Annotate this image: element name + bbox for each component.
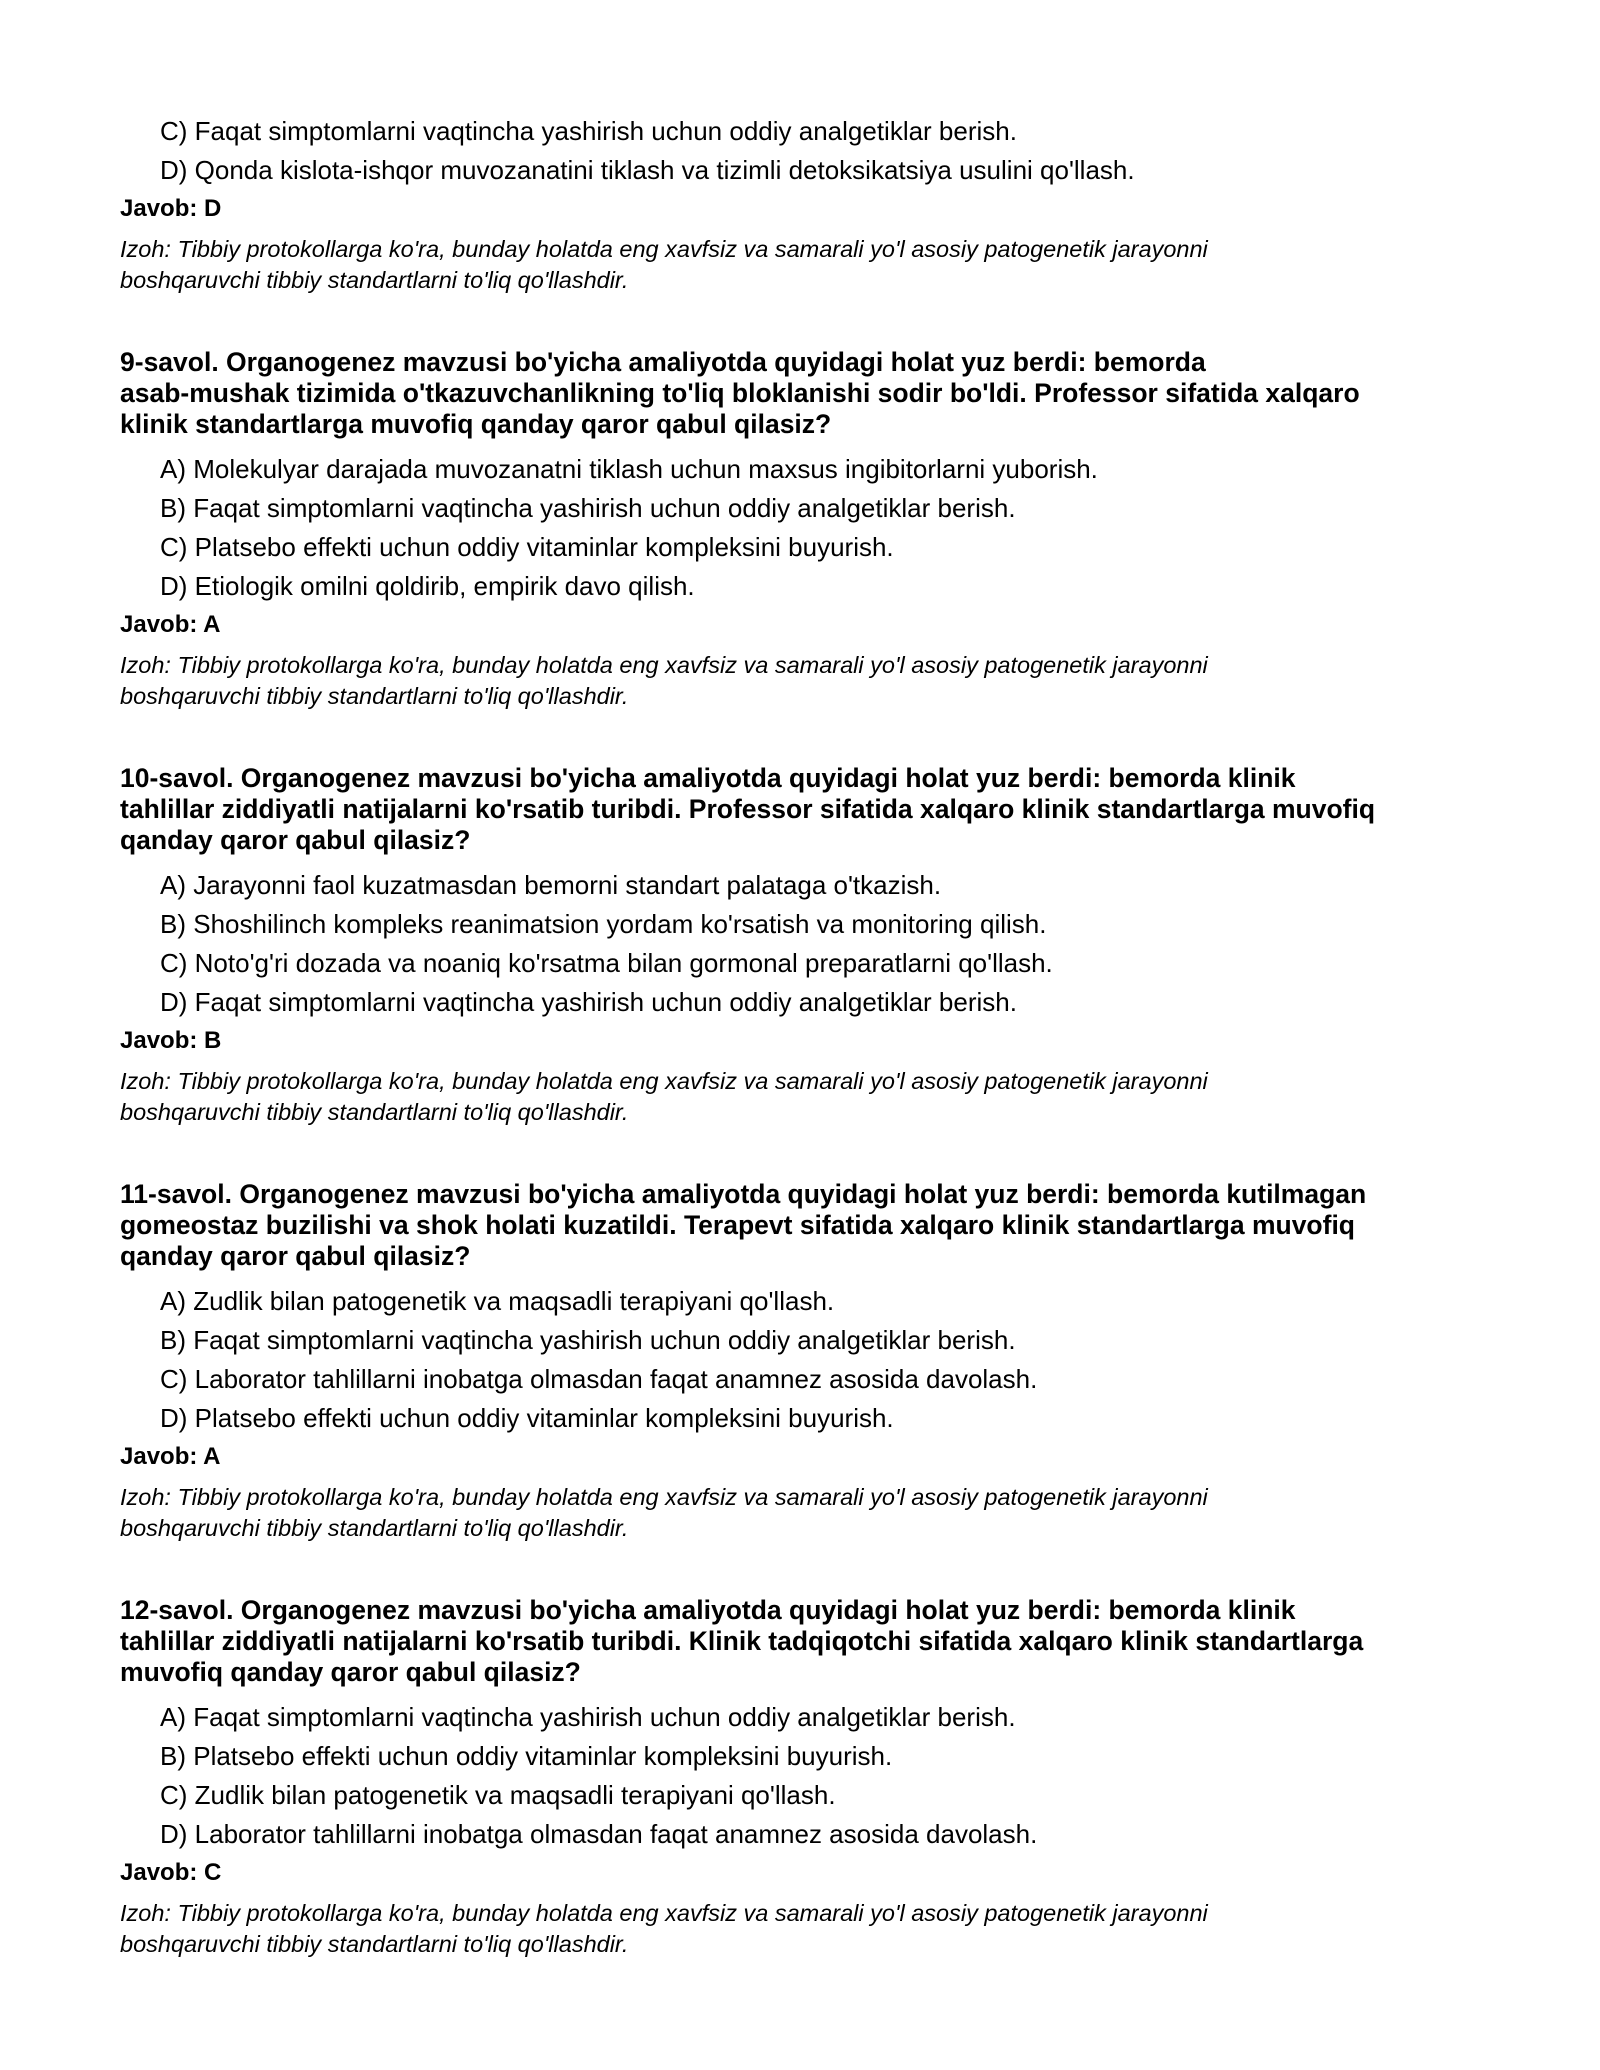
option-d: D) Qonda kislota-ishqor muvozanatini tiklash va tizimli detoksikatsiya usulini qo'llash. [160,155,1135,185]
note-line: boshqaruvchi tibbiy standartlarni to'liq qo'llashdir. [120,1515,629,1541]
option-d: D) Laborator tahlillarni inobatga olmasdan faqat anamnez asosida davolash. [160,1819,1038,1849]
answer-label: Javob: A [120,1443,221,1470]
option-c: C) Platsebo effekti uchun oddiy vitaminlar kompleksini buyurish. [160,532,894,562]
option-c: C) Laborator tahlillarni inobatga olmasdan faqat anamnez asosida davolash. [160,1364,1038,1394]
question-11 [120,1179,1500,1544]
note-line: Izoh: Tibbiy protokollarga ko'ra, bunday holatda eng xavfsiz va samarali yo'l asosiy patogenetik jarayonni [120,236,1208,262]
option-b: B) Shoshilinch kompleks reanimatsion yordam ko'rsatish va monitoring qilish. [160,909,1047,939]
explanation-note [120,650,1500,712]
option-d: D) Etiologik omilni qoldirib, empirik davo qilish. [160,571,695,601]
note-line: Izoh: Tibbiy protokollarga ko'ra, bunday holatda eng xavfsiz va samarali yo'l asosiy patogenetik jarayonni [120,1484,1208,1510]
note-line: boshqaruvchi tibbiy standartlarni to'liq qo'llashdir. [120,1931,629,1957]
option-a: A) Zudlik bilan patogenetik va maqsadli terapiyani qo'llash. [160,1286,835,1316]
title-line: 9-savol. Organogenez mavzusi bo'yicha amaliyotda quyidagi holat yuz berdi: bemorda [120,347,1206,377]
question-title [120,763,1500,856]
title-line: 12-savol. Organogenez mavzusi bo'yicha amaliyotda quyidagi holat yuz berdi: bemorda klinik [120,1595,1296,1625]
note-line: Izoh: Tibbiy protokollarga ko'ra, bunday holatda eng xavfsiz va samarali yo'l asosiy patogenetik jarayonni [120,1068,1208,1094]
answer-label: Javob: B [120,1027,222,1054]
title-line: asab-mushak tizimida o'tkazuvchanlikning to'liq bloklanishi sodir bo'ldi. Professor sifatida xalqaro [120,378,1360,408]
title-line: 11-savol. Organogenez mavzusi bo'yicha amaliyotda quyidagi holat yuz berdi: bemorda kutilmagan [120,1179,1367,1209]
title-line: muvofiq qanday qaror qabul qilasiz? [120,1657,581,1687]
title-line: tahlillar ziddiyatli natijalarni ko'rsatib turibdi. Professor sifatida xalqaro klinik standartlarga muvofiq [120,794,1376,824]
explanation-note [120,1066,1500,1128]
note-line: Izoh: Tibbiy protokollarga ko'ra, bunday holatda eng xavfsiz va samarali yo'l asosiy patogenetik jarayonni [120,1900,1208,1926]
option-c: C) Noto'g'ri dozada va noaniq ko'rsatma bilan gormonal preparatlarni qo'llash. [160,948,1053,978]
title-line: tahlillar ziddiyatli natijalarni ko'rsatib turibdi. Klinik tadqiqotchi sifatida xalqaro klinik standartlarga [120,1626,1364,1656]
option-c: C) Faqat simptomlarni vaqtincha yashirish uchun oddiy analgetiklar berish. [160,116,1017,146]
option-b: B) Faqat simptomlarni vaqtincha yashirish uchun oddiy analgetiklar berish. [160,493,1016,523]
option-c: C) Zudlik bilan patogenetik va maqsadli terapiyani qo'llash. [160,1780,836,1810]
explanation-note [120,1482,1500,1544]
option-d: D) Platsebo effekti uchun oddiy vitaminlar kompleksini buyurish. [160,1403,894,1433]
title-line: gomeostaz buzilishi va shok holati kuzatildi. Terapevt sifatida xalqaro klinik standartlarga muvofiq [120,1210,1355,1240]
option-a: A) Molekulyar darajada muvozanatni tiklash uchun maxsus ingibitorlarni yuborish. [160,454,1098,484]
question-title [120,347,1500,440]
option-b: B) Platsebo effekti uchun oddiy vitaminlar kompleksini buyurish. [160,1741,893,1771]
answer-label: Javob: D [120,195,222,222]
explanation-note [120,234,1500,296]
title-line: klinik standartlarga muvofiq qanday qaror qabul qilasiz? [120,409,832,439]
option-a: A) Faqat simptomlarni vaqtincha yashirish uchun oddiy analgetiklar berish. [160,1702,1016,1732]
option-b: B) Faqat simptomlarni vaqtincha yashirish uchun oddiy analgetiklar berish. [160,1325,1016,1355]
answer-label: Javob: A [120,611,221,638]
question-8-continuation [120,118,1500,296]
question-12 [120,1595,1500,1960]
question-10 [120,763,1500,1128]
note-line: Izoh: Tibbiy protokollarga ko'ra, bunday holatda eng xavfsiz va samarali yo'l asosiy patogenetik jarayonni [120,652,1208,678]
note-line: boshqaruvchi tibbiy standartlarni to'liq qo'llashdir. [120,683,629,709]
title-line: 10-savol. Organogenez mavzusi bo'yicha amaliyotda quyidagi holat yuz berdi: bemorda klinik [120,763,1296,793]
note-line: boshqaruvchi tibbiy standartlarni to'liq qo'llashdir. [120,267,629,293]
option-d: D) Faqat simptomlarni vaqtincha yashirish uchun oddiy analgetiklar berish. [160,987,1017,1017]
question-title [120,1595,1500,1688]
title-line: qanday qaror qabul qilasiz? [120,1241,471,1271]
answer-label: Javob: C [120,1859,222,1886]
option-a: A) Jarayonni faol kuzatmasdan bemorni standart palataga o'tkazish. [160,870,942,900]
title-line: qanday qaror qabul qilasiz? [120,825,471,855]
question-title [120,1179,1500,1272]
explanation-note [120,1898,1500,1960]
question-9 [120,347,1500,712]
document-page [120,118,1500,1960]
note-line: boshqaruvchi tibbiy standartlarni to'liq qo'llashdir. [120,1099,629,1125]
